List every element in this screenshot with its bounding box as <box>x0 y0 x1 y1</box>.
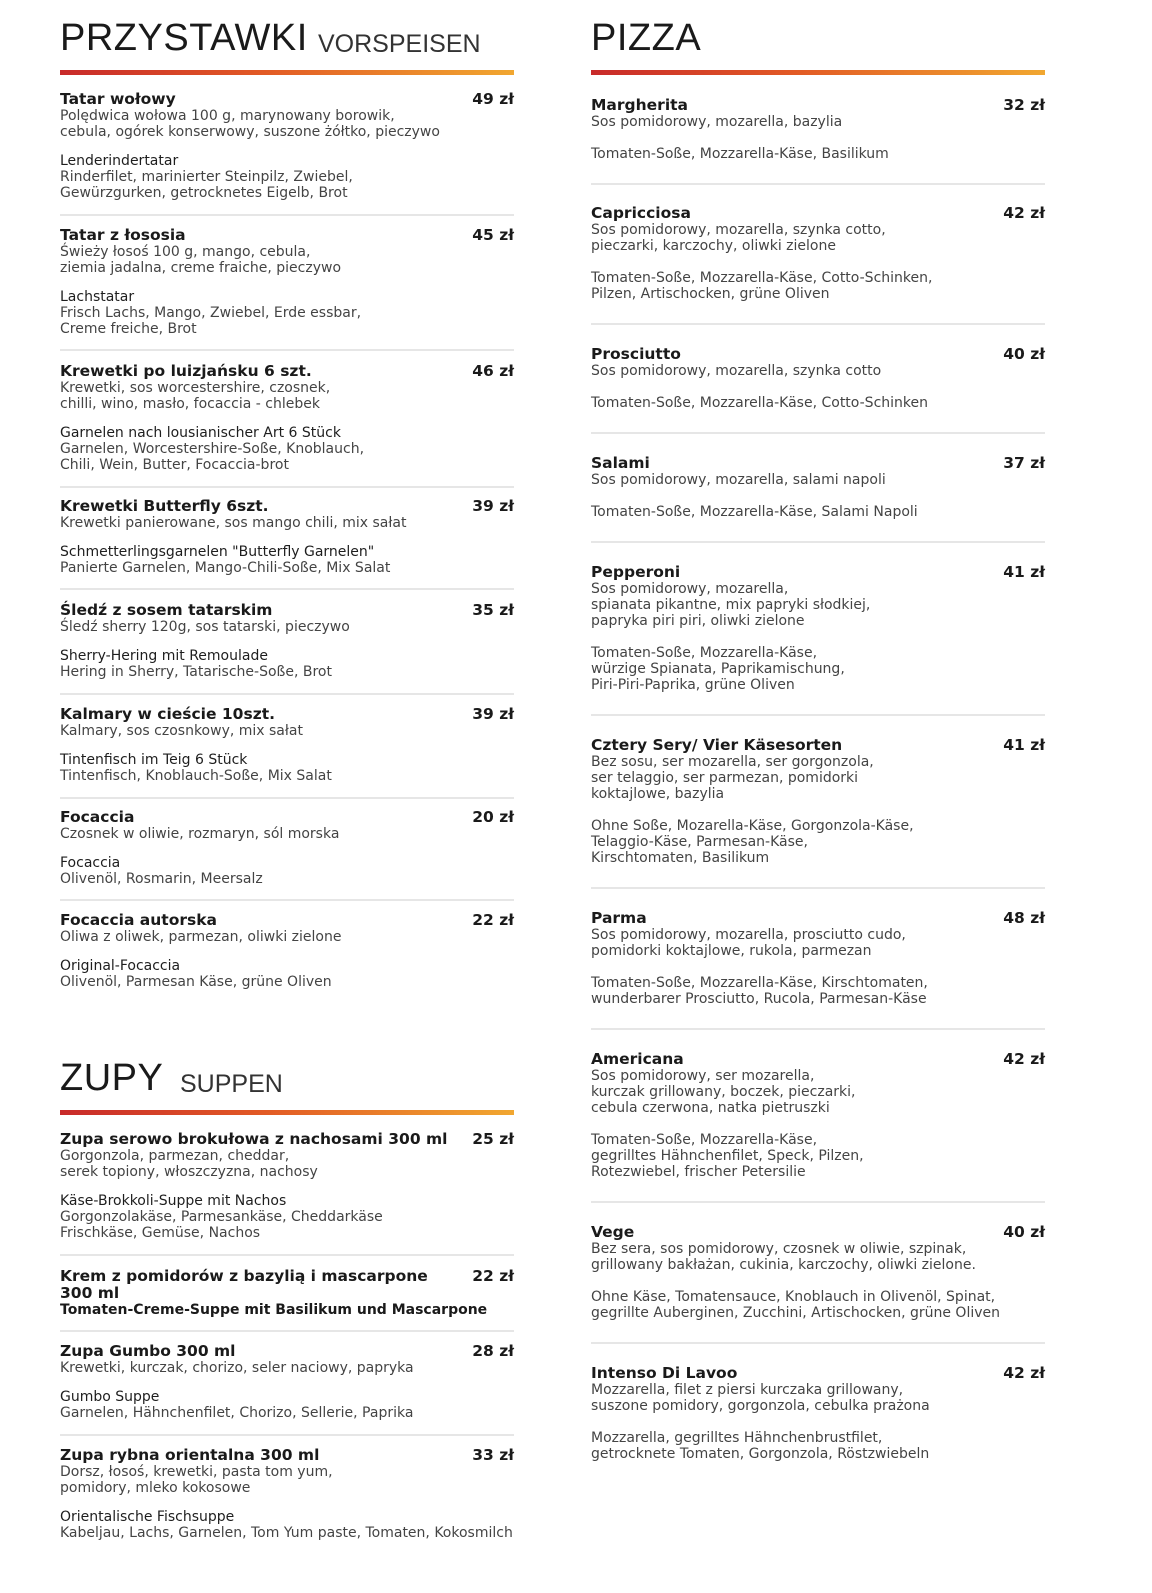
section-title: PIZZA <box>591 17 702 59</box>
item-de-name: Garnelen nach lousianischer Art 6 Stück <box>60 425 341 441</box>
section-subtitle: VORSPEISEN <box>318 30 481 58</box>
item-de-desc: Tomaten-Soße, Mozzarella-Käse, Cotto-Schinken <box>591 395 928 411</box>
menu-item <box>60 351 514 488</box>
menu-item <box>591 325 1045 434</box>
item-name: Parma <box>591 909 647 927</box>
item-name: Capricciosa <box>591 204 691 222</box>
item-de-desc: Tomaten-Soße, Mozzarella-Käse, Cotto-Schinken, Pilzen, Artischocken, grüne Oliven <box>591 270 933 302</box>
item-de-desc: Olivenöl, Parmesan Käse, grüne Oliven <box>60 974 332 990</box>
item-price: 25 zł <box>472 1130 514 1148</box>
menu-item <box>60 216 514 351</box>
item-de-desc: Ohne Soße, Mozarella-Käse, Gorgonzola-Käse, Telaggio-Käse, Parmesan-Käse, Kirschtomaten, Basilikum <box>591 818 914 866</box>
item-de-name: Orientalische Fischsuppe <box>60 1509 235 1525</box>
menu-item <box>60 488 514 590</box>
item-price: 37 zł <box>1003 454 1045 472</box>
item-de-name: Tintenfisch im Teig 6 Stück <box>60 752 248 768</box>
item-de-name: Focaccia <box>60 855 121 871</box>
item-de-name: Käse-Brokkoli-Suppe mit Nachos <box>60 1193 287 1209</box>
item-price: 33 zł <box>472 1446 514 1464</box>
item-de-desc: Mozzarella, gegrilltes Hähnchenbrustfilet, getrocknete Tomaten, Gorgonzola, Röstzwiebeln <box>591 1430 930 1462</box>
item-desc: Sos pomidorowy, mozarella, salami napoli <box>591 472 886 488</box>
item-desc: Oliwa z oliwek, parmezan, oliwki zielone <box>60 929 342 945</box>
item-desc: Czosnek w oliwie, rozmaryn, sól morska <box>60 826 340 842</box>
section-przystawki <box>60 0 514 990</box>
item-price: 22 zł <box>472 911 514 929</box>
item-name: Krem z pomidorów z bazylią i mascarpone 300 ml <box>60 1267 428 1302</box>
item-name: Śledź z sosem tatarskim <box>60 601 273 619</box>
item-price: 39 zł <box>472 497 514 515</box>
section-divider-bar <box>591 70 1045 75</box>
menu-item <box>591 434 1045 543</box>
item-name: Intenso Di Lavoo <box>591 1364 738 1382</box>
item-name: Focaccia autorska <box>60 911 217 929</box>
item-name: Salami <box>591 454 650 472</box>
item-desc: Krewetki, sos worcestershire, czosnek, chilli, wino, masło, focaccia - chlebek <box>60 380 331 412</box>
item-de-desc: Tomaten-Soße, Mozzarella-Käse, gegrilltes Hähnchenfilet, Speck, Pilzen, Rotezwiebel, frischer Petersilie <box>591 1132 864 1180</box>
menu-item <box>60 799 514 901</box>
section-title: PRZYSTAWKI <box>60 17 308 59</box>
item-de-desc: Tomaten-Soße, Mozzarella-Käse, Kirschtomaten, wunderbarer Prosciutto, Rucola, Parmesan-Käse <box>591 975 928 1007</box>
item-de-desc: Garnelen, Worcestershire-Soße, Knoblauch, Chili, Wein, Butter, Focaccia-brot <box>60 441 365 473</box>
item-de-desc: Frisch Lachs, Mango, Zwiebel, Erde essbar, Creme freiche, Brot <box>60 305 362 337</box>
left-column <box>60 0 514 1541</box>
section-zupy <box>60 1058 514 1541</box>
menu-item <box>60 91 514 216</box>
item-price: 49 zł <box>472 90 514 108</box>
item-de-name: Sherry-Hering mit Remoulade <box>60 648 268 664</box>
menu-item <box>60 1436 514 1541</box>
item-subtitle: Tomaten-Creme-Suppe mit Basilikum und Mascarpone <box>60 1302 488 1318</box>
item-de-desc: Tomaten-Soße, Mozzarella-Käse, würzige Spianata, Paprikamischung, Piri-Piri-Paprika, grüne Oliven <box>591 645 845 693</box>
menu-item <box>591 889 1045 1030</box>
menu-item <box>60 695 514 799</box>
item-price: 20 zł <box>472 808 514 826</box>
item-price: 41 zł <box>1003 563 1045 581</box>
section-subtitle: SUPPEN <box>180 1070 283 1098</box>
menu-item <box>60 590 514 695</box>
item-desc: Śledź sherry 120g, sos tatarski, pieczywo <box>60 619 350 635</box>
item-de-desc: Panierte Garnelen, Mango-Chili-Soße, Mix Salat <box>60 560 391 576</box>
item-price: 42 zł <box>1003 1050 1045 1068</box>
item-de-desc: Hering in Sherry, Tatarische-Soße, Brot <box>60 664 332 680</box>
item-price: 32 zł <box>1003 96 1045 114</box>
item-de-name: Original-Focaccia <box>60 958 181 974</box>
menu-item <box>60 1332 514 1436</box>
item-name: Zupa Gumbo 300 ml <box>60 1342 236 1360</box>
section-title: ZUPY <box>60 1057 164 1099</box>
item-price: 35 zł <box>472 601 514 619</box>
item-name: Kalmary w cieście 10szt. <box>60 705 276 723</box>
item-de-name: Lachstatar <box>60 289 135 305</box>
item-de-desc: Kabeljau, Lachs, Garnelen, Tom Yum paste, Tomaten, Kokosmilch <box>60 1525 513 1541</box>
item-name: Focaccia <box>60 808 135 826</box>
item-desc: Polędwica wołowa 100 g, marynowany borowik, cebula, ogórek konserwowy, suszone żółtko, pieczywo <box>60 108 440 140</box>
item-price: 40 zł <box>1003 345 1045 363</box>
item-desc: Sos pomidorowy, mozarella, bazylia <box>591 114 843 130</box>
item-desc: Sos pomidorowy, mozarella, szynka cotto <box>591 363 882 379</box>
item-name: Krewetki Butterfly 6szt. <box>60 497 269 515</box>
menu-item <box>60 901 514 990</box>
item-name: Cztery Sery/ Vier Käsesorten <box>591 736 843 754</box>
item-desc: Gorgonzola, parmezan, cheddar, serek topiony, włoszczyzna, nachosy <box>60 1148 318 1180</box>
item-desc: Mozzarella, filet z piersi kurczaka grillowany, suszone pomidory, gorgonzola, cebulka prażona <box>591 1382 930 1414</box>
item-de-desc: Gorgonzolakäse, Parmesankäse, Cheddarkäse Frischkäse, Gemüse, Nachos <box>60 1209 383 1241</box>
item-de-desc: Olivenöl, Rosmarin, Meersalz <box>60 871 263 887</box>
item-name: Vege <box>591 1223 635 1241</box>
item-desc: Sos pomidorowy, mozarella, szynka cotto, pieczarki, karczochy, oliwki zielone <box>591 222 886 254</box>
menu-item <box>591 716 1045 889</box>
item-price: 42 zł <box>1003 204 1045 222</box>
item-name: Margherita <box>591 96 688 114</box>
menu-item <box>591 1344 1045 1462</box>
right-column <box>591 0 1045 1462</box>
section-divider-bar <box>60 1110 514 1115</box>
item-de-desc: Rinderfilet, marinierter Steinpilz, Zwiebel, Gewürzgurken, getrocknetes Eigelb, Brot <box>60 169 353 201</box>
item-name: Zupa rybna orientalna 300 ml <box>60 1446 320 1464</box>
menu-item <box>591 1203 1045 1344</box>
item-desc: Bez sosu, ser mozarella, ser gorgonzola, ser telaggio, ser parmezan, pomidorki koktajlowe, bazylia <box>591 754 874 802</box>
item-price: 22 zł <box>472 1267 514 1285</box>
item-de-name: Gumbo Suppe <box>60 1389 160 1405</box>
item-de-desc: Garnelen, Hähnchenfilet, Chorizo, Sellerie, Paprika <box>60 1405 414 1421</box>
item-desc: Sos pomidorowy, mozarella, prosciutto cudo, pomidorki koktajlowe, rukola, parmezan <box>591 927 906 959</box>
section-divider-bar <box>60 70 514 75</box>
item-price: 39 zł <box>472 705 514 723</box>
item-desc: Krewetki, kurczak, chorizo, seler naciowy, papryka <box>60 1360 414 1376</box>
item-name: Zupa serowo brokułowa z nachosami 300 ml <box>60 1130 448 1148</box>
item-name: Prosciutto <box>591 345 681 363</box>
item-price: 48 zł <box>1003 909 1045 927</box>
item-desc: Dorsz, łosoś, krewetki, pasta tom yum, pomidory, mleko kokosowe <box>60 1464 333 1496</box>
menu-item <box>60 1256 514 1332</box>
item-de-desc: Ohne Käse, Tomatensauce, Knoblauch in Olivenöl, Spinat, gegrillte Auberginen, Zucchini, Artischocken, grüne Oliven <box>591 1289 1001 1321</box>
item-desc: Krewetki panierowane, sos mango chili, mix sałat <box>60 515 407 531</box>
item-name: Pepperoni <box>591 563 681 581</box>
item-desc: Sos pomidorowy, mozarella, spianata pikantne, mix papryki słodkiej, papryka piri piri, oliwki zielone <box>591 581 871 629</box>
item-desc: Bez sera, sos pomidorowy, czosnek w oliwie, szpinak, grillowany bakłażan, cukinia, karczochy, oliwki zielone. <box>591 1241 976 1273</box>
item-de-desc: Tintenfisch, Knoblauch-Soße, Mix Salat <box>60 768 332 784</box>
menu-item <box>591 185 1045 325</box>
item-price: 40 zł <box>1003 1223 1045 1241</box>
item-price: 41 zł <box>1003 736 1045 754</box>
section-pizza <box>591 0 1045 1462</box>
item-price: 42 zł <box>1003 1364 1045 1382</box>
item-name: Krewetki po luizjańsku 6 szt. <box>60 362 312 380</box>
menu-item <box>60 1131 514 1256</box>
item-price: 28 zł <box>472 1342 514 1360</box>
item-desc: Sos pomidorowy, ser mozarella, kurczak grillowany, boczek, pieczarki, cebula czerwona, natka pietruszki <box>591 1068 856 1116</box>
menu-item <box>591 1030 1045 1203</box>
item-price: 45 zł <box>472 226 514 244</box>
item-de-name: Lenderindertatar <box>60 153 179 169</box>
menu-item <box>591 543 1045 716</box>
item-price: 46 zł <box>472 362 514 380</box>
item-name: Tatar z łososia <box>60 226 186 244</box>
item-de-name: Schmetterlingsgarnelen "Butterfly Garnelen" <box>60 544 375 560</box>
item-desc: Kalmary, sos czosnkowy, mix sałat <box>60 723 303 739</box>
item-desc: Świeży łosoś 100 g, mango, cebula, ziemia jadalna, creme fraiche, pieczywo <box>60 244 342 276</box>
item-de-desc: Tomaten-Soße, Mozzarella-Käse, Salami Napoli <box>591 504 918 520</box>
item-de-desc: Tomaten-Soße, Mozzarella-Käse, Basilikum <box>591 146 889 162</box>
item-name: Americana <box>591 1050 684 1068</box>
item-name: Tatar wołowy <box>60 90 176 108</box>
menu-item <box>591 97 1045 185</box>
